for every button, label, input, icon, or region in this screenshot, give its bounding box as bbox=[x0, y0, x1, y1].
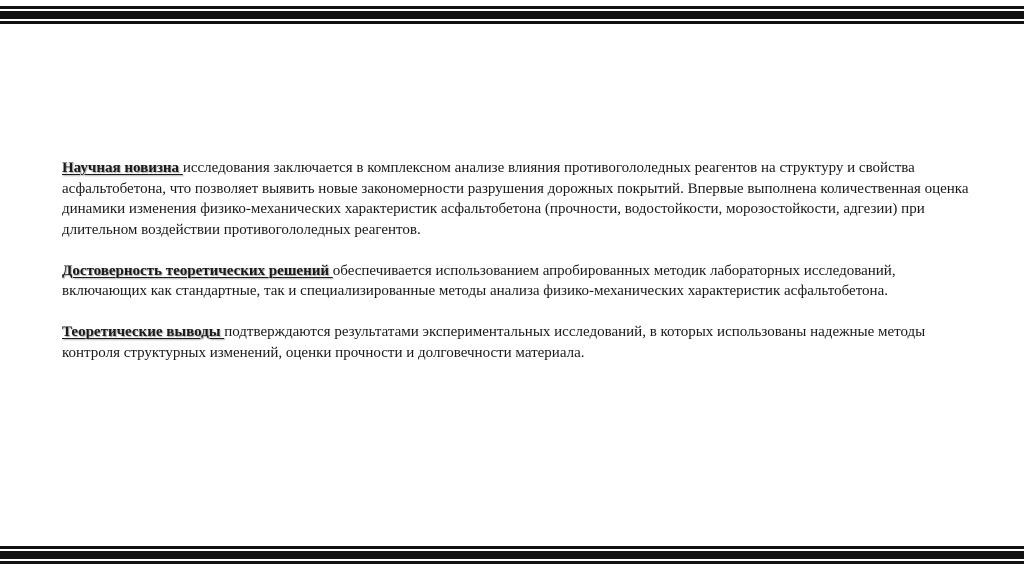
top-border bbox=[0, 6, 1024, 26]
top-border-line bbox=[0, 11, 1024, 19]
bottom-border-line bbox=[0, 561, 1024, 564]
paragraph-theoretical-conclusions bbox=[62, 322, 982, 363]
top-border-line bbox=[0, 6, 1024, 9]
paragraph-heading: Научная новизна bbox=[62, 160, 183, 176]
top-border-line bbox=[0, 21, 1024, 24]
paragraph-scientific-novelty bbox=[62, 158, 982, 240]
bottom-border-line bbox=[0, 551, 1024, 559]
paragraph-text: исследования заключается в комплексном анализе влияния противогололедных реагентов на структуру и свойства асфальтобетона, что позволяет выявить новые закономерности разрушения дорожных покрытий. Впервые выполнена количественная оценка динамики изменения физико-механических характеристик асфальтобетона (прочности, водостойкости, морозостойкости, адгезии) при длительном воздействии противогололедных реагентов. bbox=[62, 160, 969, 238]
paragraph-heading: Достоверность теоретических решений bbox=[62, 262, 333, 279]
paragraph-reliability bbox=[62, 261, 982, 302]
bottom-border-line bbox=[0, 546, 1024, 549]
paragraph-text: обеспечивается использованием апробированных методик лабораторных исследований, включающих как стандартные, так и специализированные методы анализа физико-механических характеристик асфальтобетона. bbox=[62, 262, 896, 299]
paragraph-text: подтверждаются результатами экспериментальных исследований, в которых использованы надежные методы контроля структурных изменений, оценки прочности и долговечности материала. bbox=[62, 324, 926, 361]
bottom-border bbox=[0, 546, 1024, 566]
paragraph-heading: Теоретические выводы bbox=[62, 324, 225, 340]
slide-body bbox=[62, 158, 982, 384]
